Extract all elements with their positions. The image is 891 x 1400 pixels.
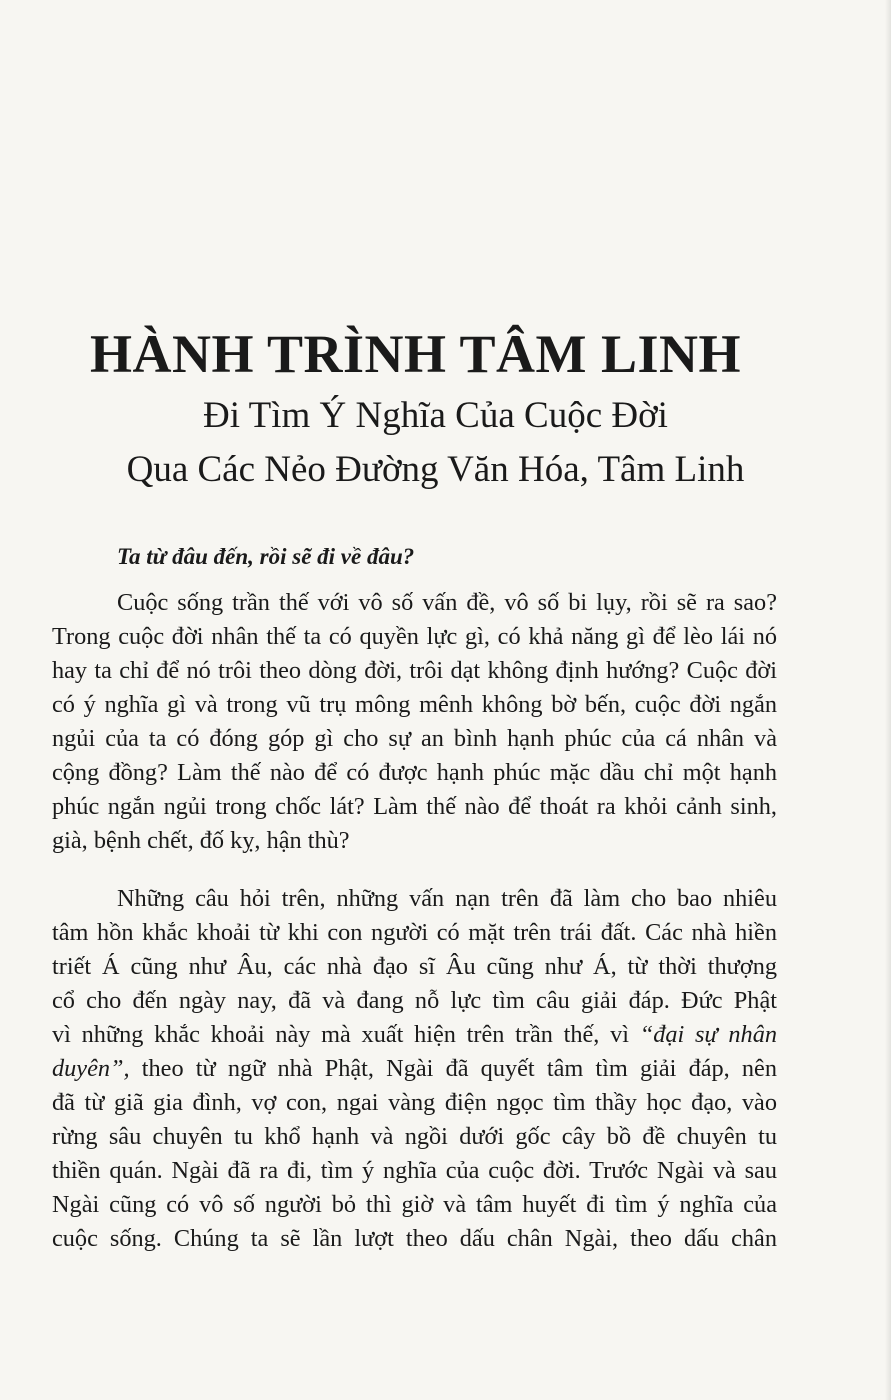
subtitle-line-1: Đi Tìm Ý Nghĩa Của Cuộc Đời <box>203 395 668 436</box>
paragraph-2-text: theo từ ngữ nhà Phật, Ngài đã quyết tâm tìm giải đáp, nên <box>129 1055 777 1082</box>
italic-quote: “đại sự nhân <box>639 1021 777 1048</box>
paragraph-2-text: vì những khắc khoải này mà xuất hiện trên trần thế, vì <box>52 1021 640 1048</box>
paragraph-2-line: Những câu hỏi trên, những vấn nạn trên đã làm cho bao nhiêu <box>117 885 777 912</box>
paragraph-2-line: cuộc sống. Chúng ta sẽ lần lượt theo dấu chân Ngài, theo dấu chân <box>52 1225 777 1252</box>
paragraph-1-line: có ý nghĩa gì và trong vũ trụ mông mênh không bờ bến, cuộc đời ngắn <box>52 691 777 718</box>
section-heading: Ta từ đâu đến, rồi sẽ đi về đâu? <box>117 544 415 569</box>
subtitle-line-2: Qua Các Nẻo Đường Văn Hóa, Tâm Linh <box>126 449 745 490</box>
paragraph-1-line: cộng đồng? Làm thế nào để có được hạnh phúc mặc dầu chỉ một hạnh <box>52 759 777 786</box>
paragraph-2-line: triết Á cũng như Âu, các nhà đạo sĩ Âu cũng như Á, từ thời thượng <box>52 953 777 980</box>
paragraph-1-line: ngủi của ta có đóng góp gì cho sự an bình hạnh phúc của cá nhân và <box>52 725 777 752</box>
paragraph-1-line: phúc ngắn ngủi trong chốc lát? Làm thế nào để thoát ra khỏi cảnh sinh, <box>52 793 777 820</box>
paragraph-1-line: Cuộc sống trần thế với vô số vấn đề, vô số bi lụy, rồi sẽ ra sao? <box>117 589 777 616</box>
paragraph-2-line: rừng sâu chuyên tu khổ hạnh và ngồi dưới gốc cây bồ đề chuyên tu <box>52 1123 777 1150</box>
paragraph-2-line: cổ cho đến ngày nay, đã và đang nỗ lực tìm câu giải đáp. Đức Phật <box>52 987 777 1014</box>
page-edge-shadow <box>885 0 891 1400</box>
paragraph-2-line: đã từ giã gia đình, vợ con, ngai vàng điện ngọc tìm thầy học đạo, vào <box>52 1089 777 1116</box>
page-title: HÀNH TRÌNH TÂM LINH <box>89 324 742 384</box>
paragraph-1-line: Trong cuộc đời nhân thế ta có quyền lực gì, có khả năng gì để lèo lái nó <box>52 623 777 650</box>
paragraph-2-line <box>52 1052 777 1086</box>
paragraph-2-line: thiền quán. Ngài đã ra đi, tìm ý nghĩa của cuộc đời. Trước Ngài và sau <box>52 1157 777 1184</box>
italic-quote: duyên”, <box>52 1055 130 1082</box>
paragraph-2-line: tâm hồn khắc khoải từ khi con người có mặt trên trái đất. Các nhà hiền <box>52 919 777 946</box>
paragraph-2-line: Ngài cũng có vô số người bỏ thì giờ và tâm huyết đi tìm ý nghĩa của <box>52 1191 777 1218</box>
paragraph-1-line: già, bệnh chết, đố kỵ, hận thù? <box>52 827 350 854</box>
paragraph-1-line: hay ta chỉ để nó trôi theo dòng đời, trôi dạt không định hướng? Cuộc đời <box>52 657 777 684</box>
paragraph-2-line <box>52 1018 777 1052</box>
